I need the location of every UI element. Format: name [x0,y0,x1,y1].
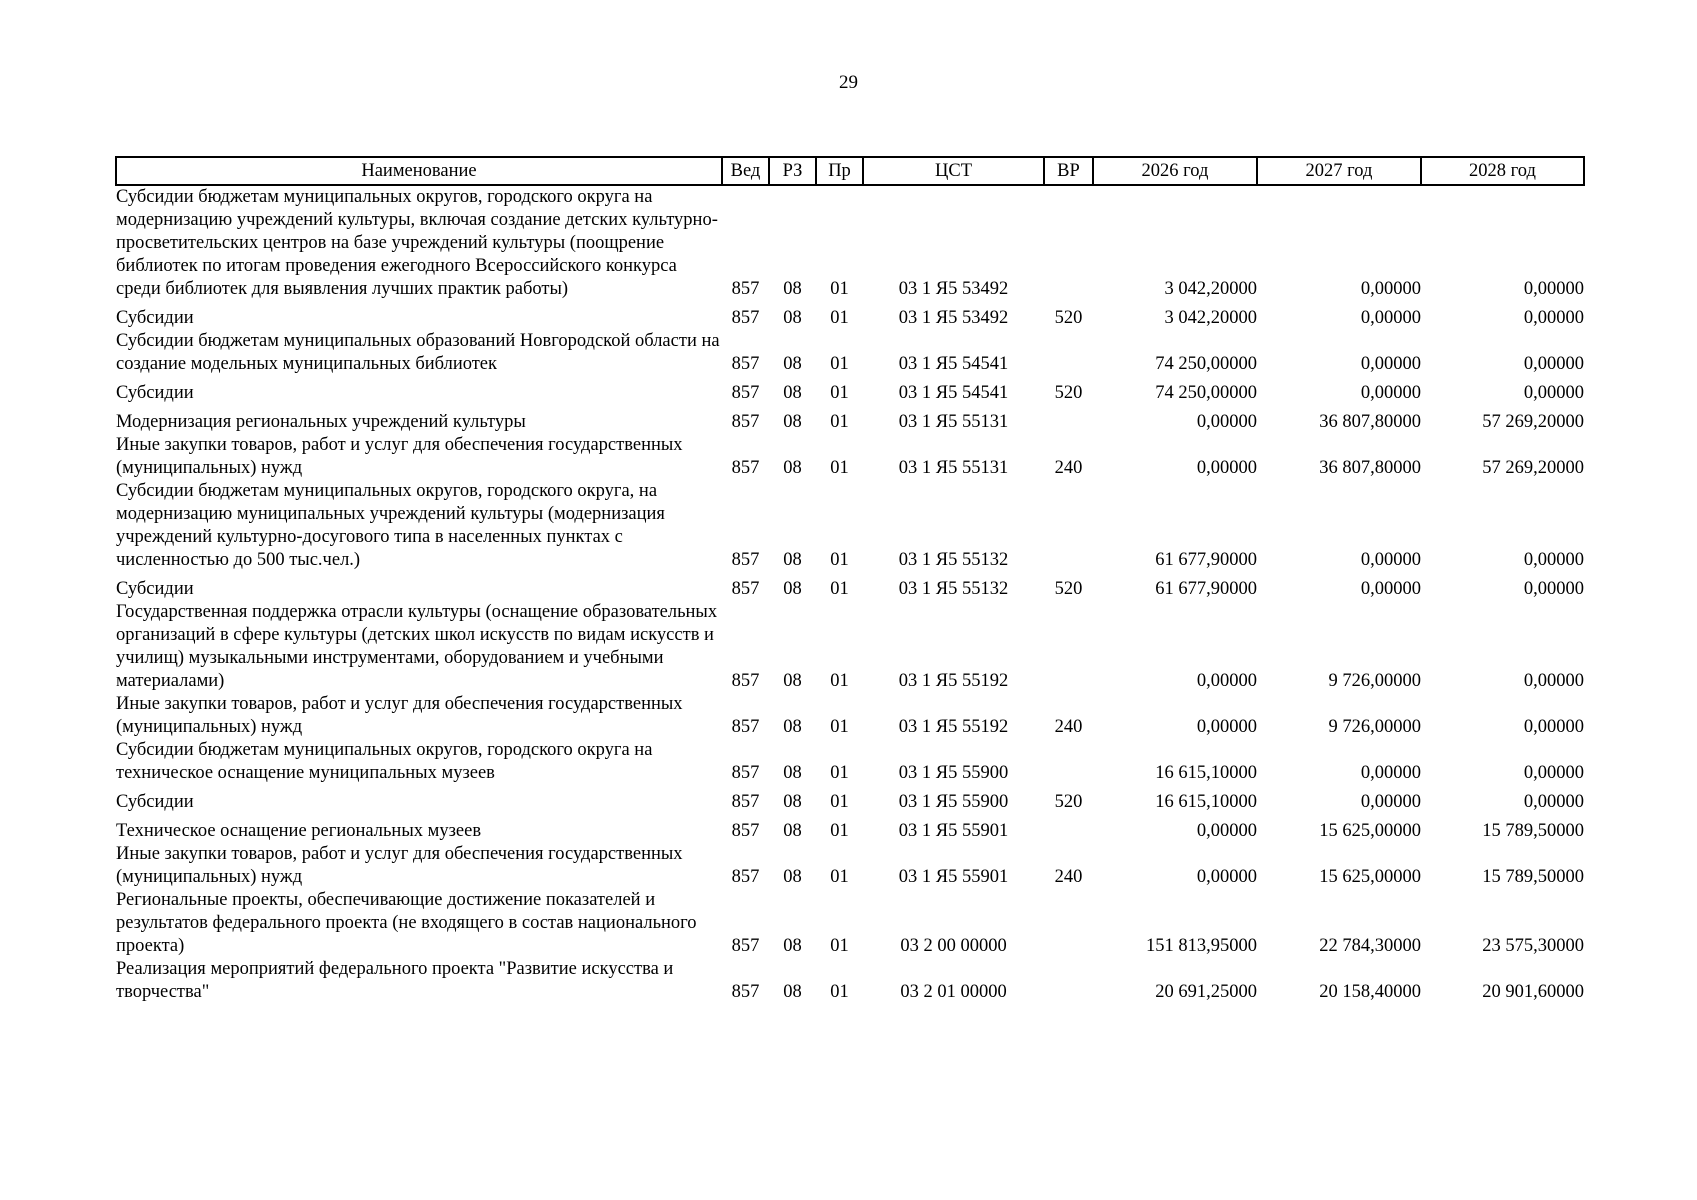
cell-2028: 57 269,20000 [1482,412,1584,432]
table-row [116,434,1584,480]
cell-2027: 9 726,00000 [1328,671,1421,691]
cell-rz: 08 [783,579,802,599]
header-2026: 2026 год [1093,157,1257,185]
cell-ved: 857 [731,717,760,737]
cell-name: Иные закупки товаров, работ и услуг для обеспечения государственных (муниципальных) нужд [116,694,683,737]
cell-cst: 03 1 Я5 55132 [898,550,1009,570]
cell-name: Реализация мероприятий федерального проекта "Развитие искусства и творчества" [116,959,674,1002]
table-row [116,785,1584,814]
cell-rz: 08 [783,936,802,956]
cell-pr: 01 [830,550,849,570]
cell-vr [1044,405,1093,434]
cell-name: Субсидии бюджетам муниципальных округов, городского округа на модернизацию учреждений культуры, включая создание детских культурно-просветительских центров на базе учреждений культуры (поощрение библиотек по итогам проведения ежегодного Всероссийского конкурса среди библиотек для выявления лучших практик работы) [116,187,718,299]
cell-rz: 08 [783,412,802,432]
cell-rz: 08 [783,550,802,570]
cell-ved: 857 [731,821,760,841]
cell-rz: 08 [783,458,802,478]
cell-2027: 0,00000 [1360,579,1421,599]
table-row [116,330,1584,376]
cell-2027: 0,00000 [1360,279,1421,299]
cell-ved: 857 [731,792,760,812]
cell-rz: 08 [783,308,802,328]
cell-vr: 520 [1054,383,1083,403]
cell-pr: 01 [830,671,849,691]
cell-2028: 0,00000 [1523,279,1584,299]
cell-2027: 15 625,00000 [1319,867,1421,887]
cell-2028: 0,00000 [1523,308,1584,328]
cell-vr: 520 [1054,792,1083,812]
header-pr: Пр [816,157,863,185]
cell-rz: 08 [783,982,802,1002]
cell-rz: 08 [783,383,802,403]
cell-2026: 0,00000 [1196,458,1257,478]
cell-2028: 0,00000 [1523,763,1584,783]
cell-2026: 16 615,10000 [1155,763,1257,783]
cell-name: Субсидии [116,792,194,812]
table-header-row [116,157,1584,185]
cell-2028: 0,00000 [1523,671,1584,691]
cell-vr [1044,480,1093,572]
cell-name: Субсидии бюджетам муниципальных округов, городского округа на техническое оснащение муниципальных музеев [116,740,653,783]
cell-2028: 0,00000 [1523,550,1584,570]
cell-vr: 240 [1054,717,1083,737]
cell-rz: 08 [783,717,802,737]
cell-ved: 857 [731,763,760,783]
cell-2028: 0,00000 [1523,354,1584,374]
header-cst: ЦСТ [863,157,1044,185]
cell-vr [1044,814,1093,843]
header-vr: ВР [1044,157,1093,185]
cell-rz: 08 [783,671,802,691]
cell-2026: 20 691,25000 [1155,982,1257,1002]
cell-2026: 61 677,90000 [1155,579,1257,599]
cell-rz: 08 [783,821,802,841]
cell-vr: 520 [1054,579,1083,599]
cell-2026: 0,00000 [1196,412,1257,432]
cell-ved: 857 [731,982,760,1002]
page-number: 29 [839,72,858,93]
cell-vr [1044,739,1093,785]
table-row [116,843,1584,889]
cell-ved: 857 [731,550,760,570]
cell-2026: 61 677,90000 [1155,550,1257,570]
cell-name: Иные закупки товаров, работ и услуг для обеспечения государственных (муниципальных) нужд [116,435,683,478]
header-name: Наименование [116,157,722,185]
cell-2028: 23 575,30000 [1482,936,1584,956]
cell-cst: 03 2 00 00000 [900,936,1007,956]
cell-2027: 0,00000 [1360,383,1421,403]
cell-2027: 15 625,00000 [1319,821,1421,841]
cell-2026: 151 813,95000 [1146,936,1257,956]
cell-2028: 0,00000 [1523,792,1584,812]
cell-name: Государственная поддержка отрасли культуры (оснащение образовательных организаций в сфере культуры (детских школ искусств по видам искусств и училищ) музыкальными инструментами, оборудованием и учебными материалами) [116,602,718,691]
cell-vr: 240 [1054,867,1083,887]
cell-pr: 01 [830,458,849,478]
cell-2028: 0,00000 [1523,383,1584,403]
cell-2026: 74 250,00000 [1155,354,1257,374]
cell-2028: 20 901,60000 [1482,982,1584,1002]
cell-2027: 36 807,80000 [1319,458,1421,478]
cell-ved: 857 [731,867,760,887]
table-row [116,889,1584,958]
table-row [116,601,1584,693]
cell-cst: 03 1 Я5 55192 [898,717,1009,737]
cell-2026: 0,00000 [1196,821,1257,841]
cell-pr: 01 [830,383,849,403]
cell-2027: 0,00000 [1360,308,1421,328]
cell-cst: 03 2 01 00000 [900,982,1007,1002]
table-row [116,405,1584,434]
cell-2026: 3 042,20000 [1164,279,1257,299]
cell-2026: 74 250,00000 [1155,383,1257,403]
table-row [116,572,1584,601]
cell-2028: 0,00000 [1523,579,1584,599]
cell-vr: 240 [1054,458,1083,478]
table-row [116,480,1584,572]
cell-vr: 520 [1054,308,1083,328]
cell-2028: 0,00000 [1523,717,1584,737]
cell-ved: 857 [731,354,760,374]
cell-ved: 857 [731,936,760,956]
table-row [116,958,1584,1004]
cell-ved: 857 [731,412,760,432]
cell-name: Региональные проекты, обеспечивающие достижение показателей и результатов федерального проекта (не входящего в состав национального проекта) [116,890,697,956]
cell-cst: 03 1 Я5 53492 [898,279,1009,299]
cell-2026: 0,00000 [1196,671,1257,691]
table-row [116,301,1584,330]
cell-2027: 20 158,40000 [1319,982,1421,1002]
table-row [116,814,1584,843]
cell-pr: 01 [830,579,849,599]
budget-table [115,156,1585,1004]
cell-2028: 57 269,20000 [1482,458,1584,478]
cell-vr [1044,330,1093,376]
cell-name: Субсидии [116,308,194,328]
table-row [116,739,1584,785]
cell-pr: 01 [830,717,849,737]
cell-rz: 08 [783,763,802,783]
cell-2028: 15 789,50000 [1482,867,1584,887]
cell-pr: 01 [830,792,849,812]
table-row [116,376,1584,405]
cell-cst: 03 1 Я5 53492 [898,308,1009,328]
cell-cst: 03 1 Я5 55132 [898,579,1009,599]
cell-vr [1044,185,1093,301]
cell-cst: 03 1 Я5 55901 [898,867,1009,887]
cell-2027: 0,00000 [1360,354,1421,374]
cell-vr [1044,889,1093,958]
table-row [116,185,1584,301]
table-body [116,185,1584,1004]
cell-cst: 03 1 Я5 55131 [898,412,1009,432]
cell-name: Субсидии бюджетам муниципальных округов, городского округа, на модернизацию муниципальных учреждений культуры (модернизация учреждений культурно-досугового типа в населенных пунктах с численностью до 500 тыс.чел.) [116,481,665,570]
header-ved: Вед [722,157,769,185]
cell-rz: 08 [783,867,802,887]
cell-pr: 01 [830,821,849,841]
cell-name: Субсидии [116,579,194,599]
cell-pr: 01 [830,412,849,432]
cell-cst: 03 1 Я5 55131 [898,458,1009,478]
cell-pr: 01 [830,279,849,299]
cell-vr [1044,958,1093,1004]
header-2028: 2028 год [1421,157,1584,185]
cell-2026: 0,00000 [1196,717,1257,737]
cell-rz: 08 [783,354,802,374]
cell-name: Субсидии бюджетам муниципальных образований Новгородской области на создание модельных муниципальных библиотек [116,331,720,374]
cell-cst: 03 1 Я5 55900 [898,792,1009,812]
cell-name: Субсидии [116,383,194,403]
cell-name: Техническое оснащение региональных музеев [116,821,482,841]
cell-2027: 0,00000 [1360,792,1421,812]
cell-vr [1044,601,1093,693]
cell-ved: 857 [731,279,760,299]
cell-ved: 857 [731,458,760,478]
cell-pr: 01 [830,936,849,956]
cell-2027: 9 726,00000 [1328,717,1421,737]
cell-2027: 0,00000 [1360,550,1421,570]
cell-2026: 0,00000 [1196,867,1257,887]
cell-ved: 857 [731,383,760,403]
cell-name: Модернизация региональных учреждений культуры [116,412,526,432]
cell-cst: 03 1 Я5 54541 [898,383,1009,403]
cell-pr: 01 [830,867,849,887]
cell-cst: 03 1 Я5 55900 [898,763,1009,783]
cell-pr: 01 [830,763,849,783]
cell-2026: 3 042,20000 [1164,308,1257,328]
cell-2026: 16 615,10000 [1155,792,1257,812]
table-row [116,693,1584,739]
cell-2028: 15 789,50000 [1482,821,1584,841]
cell-cst: 03 1 Я5 54541 [898,354,1009,374]
cell-2027: 22 784,30000 [1319,936,1421,956]
cell-cst: 03 1 Я5 55192 [898,671,1009,691]
cell-pr: 01 [830,354,849,374]
cell-ved: 857 [731,308,760,328]
cell-cst: 03 1 Я5 55901 [898,821,1009,841]
cell-ved: 857 [731,579,760,599]
cell-rz: 08 [783,792,802,812]
cell-pr: 01 [830,982,849,1002]
cell-name: Иные закупки товаров, работ и услуг для обеспечения государственных (муниципальных) нужд [116,844,683,887]
cell-2027: 36 807,80000 [1319,412,1421,432]
cell-2027: 0,00000 [1360,763,1421,783]
header-2027: 2027 год [1257,157,1421,185]
header-rz: РЗ [769,157,816,185]
cell-rz: 08 [783,279,802,299]
cell-pr: 01 [830,308,849,328]
cell-ved: 857 [731,671,760,691]
